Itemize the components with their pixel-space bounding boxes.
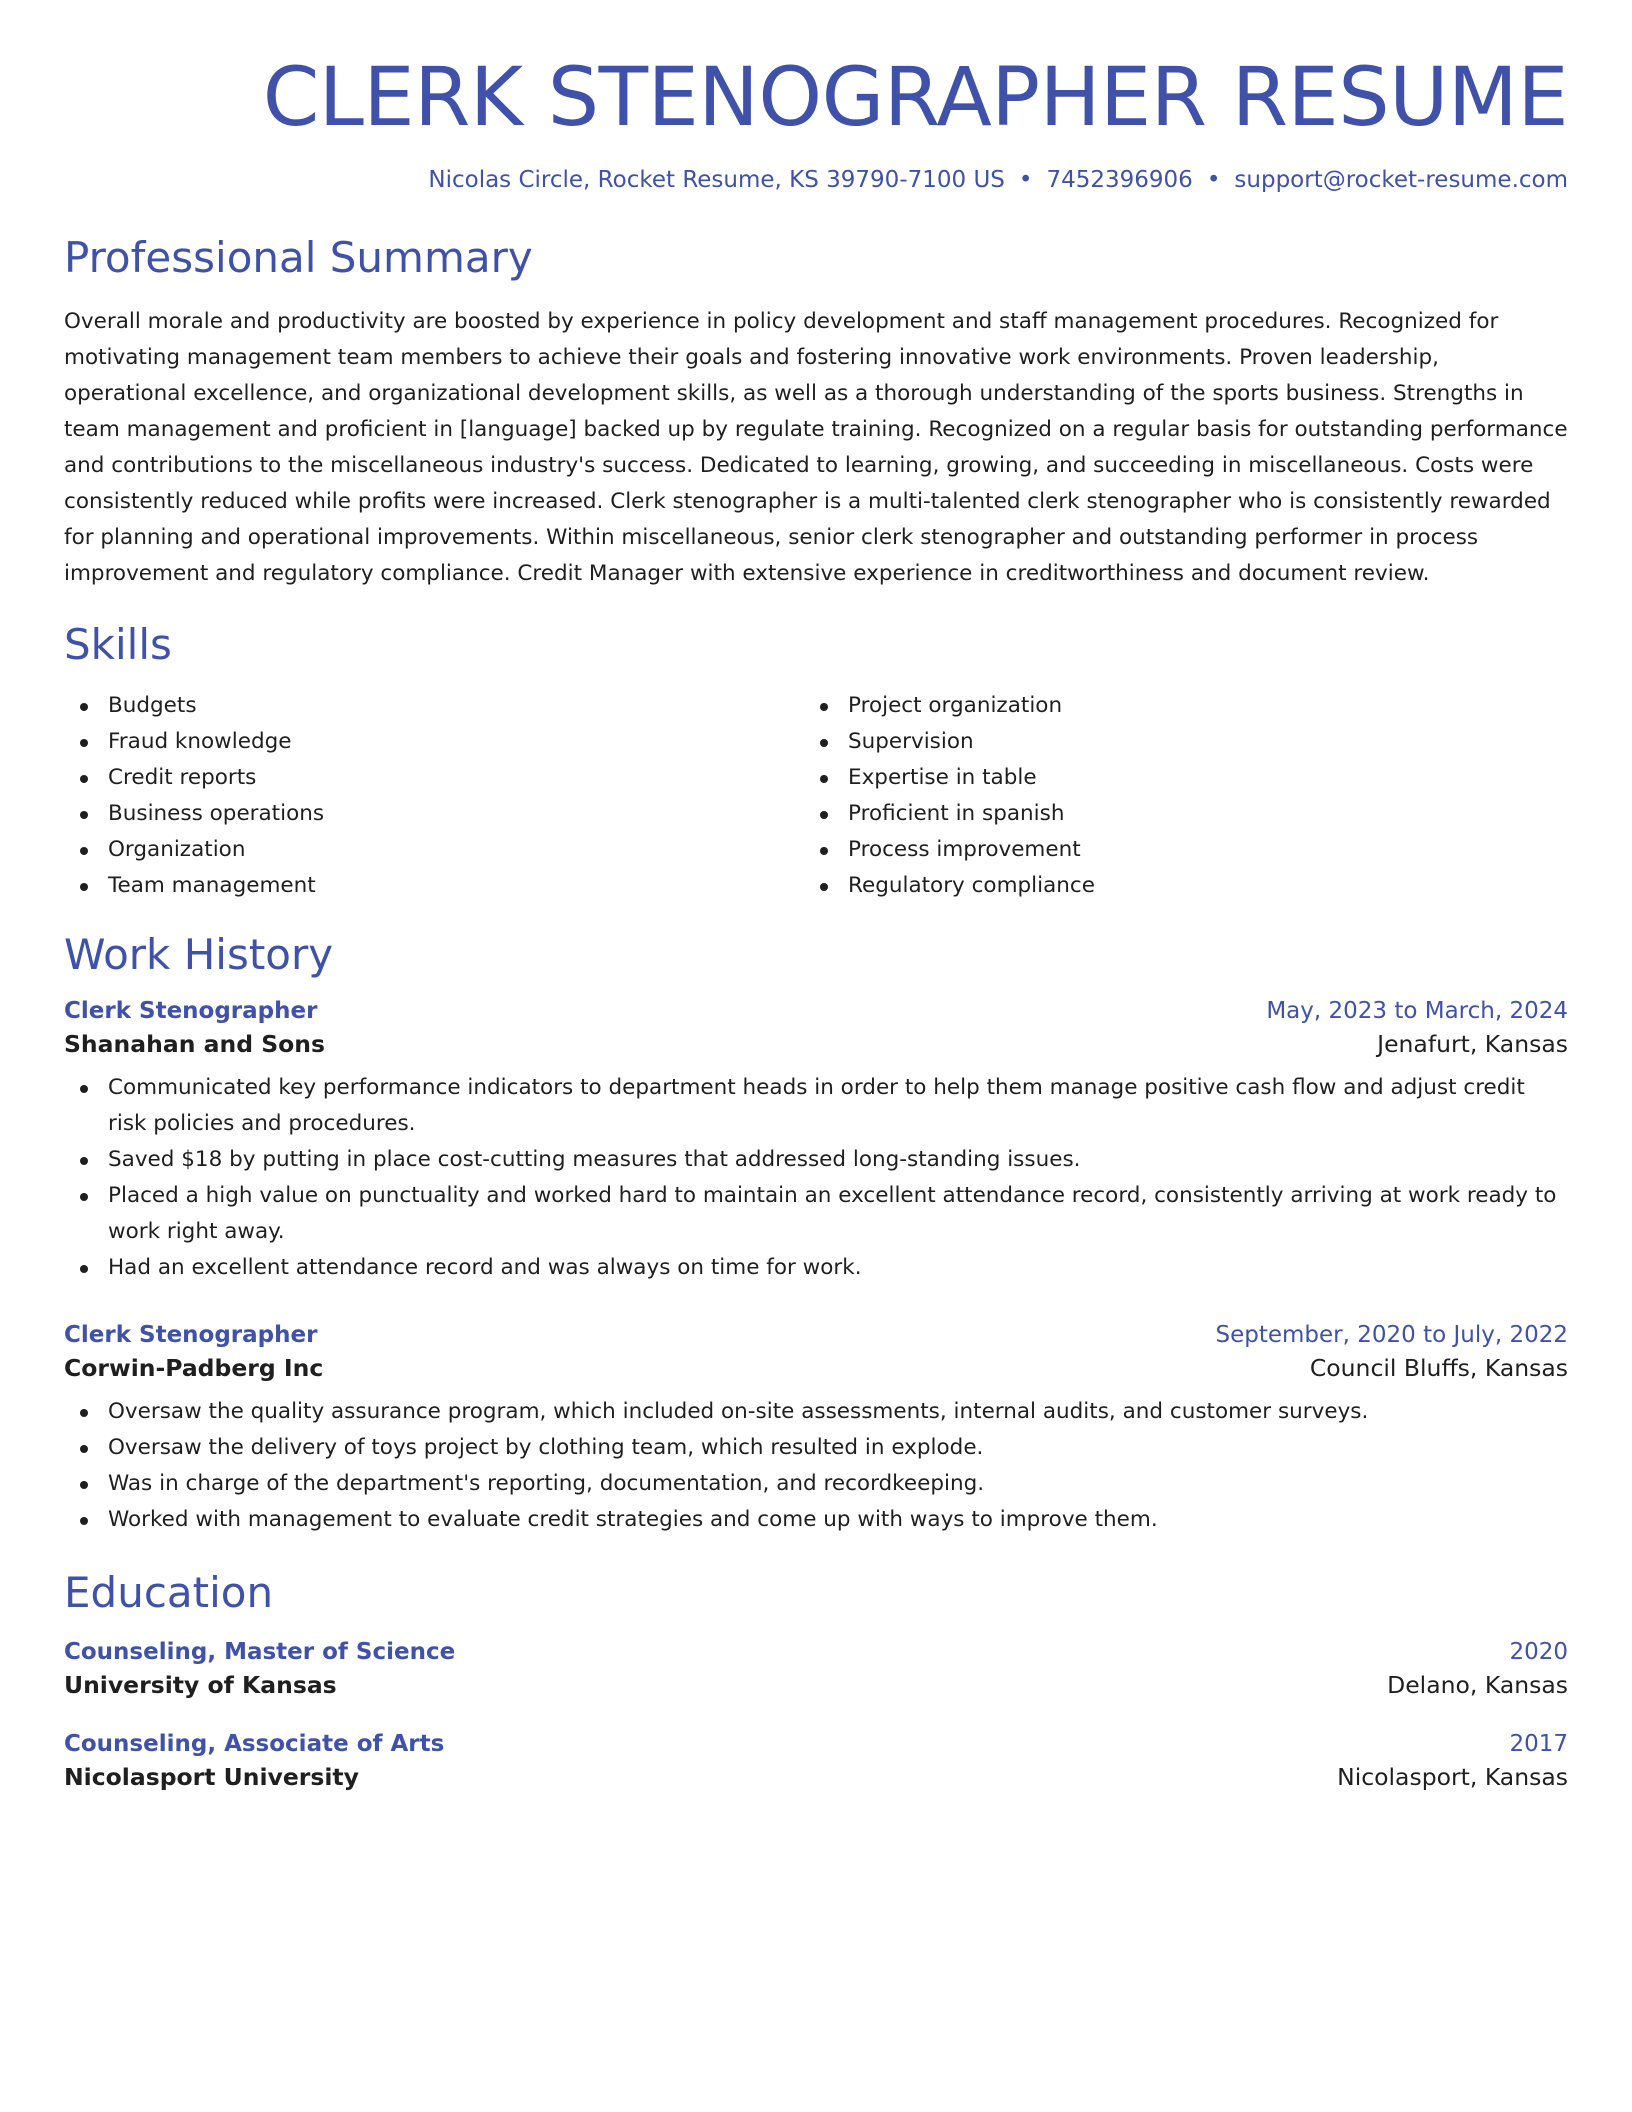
degree-name: Counseling, Master of Science [64,1638,456,1665]
job-title: Clerk Stenographer [64,998,318,1025]
skill-item: Credit reports [64,760,804,796]
graduation-year: 2020 [1509,1638,1568,1665]
job-bullet: Oversaw the delivery of toys project by clothing team, which resulted in explode. [64,1430,1568,1466]
job-bullet: Was in charge of the department's reporting, documentation, and recordkeeping. [64,1466,1568,1502]
degree-row [64,1639,1568,1665]
skills-column-right [804,688,1544,904]
job-location: Council Bluffs, Kansas [1309,1354,1568,1383]
job-bullet: Had an excellent attendance record and was always on time for work. [64,1250,1568,1286]
job-bullet: Saved $18 by putting in place cost-cutting measures that addressed long-standing issues. [64,1142,1568,1178]
job-entry [64,998,1568,1286]
skill-item: Organization [64,832,804,868]
skill-item: Team management [64,868,804,904]
school-row [64,1757,1568,1791]
skill-item: Budgets [64,688,804,724]
job-company: Corwin-Padberg Inc [64,1354,324,1383]
skills-grid [64,688,1568,904]
job-title-row [64,1322,1568,1348]
contact-separator: • [1018,167,1033,194]
skill-item: Proficient in spanish [804,796,1544,832]
education-heading: Education [64,1568,274,1618]
school-location: Nicolasport, Kansas [1337,1762,1568,1791]
contact-separator: • [1206,167,1221,194]
contact-line [64,167,1568,193]
professional-summary-section [64,233,1568,591]
summary-text: Overall morale and productivity are boosted by experience in policy development and staff management procedures. Recognized for motivating management team members to achieve their goals and fostering innovative work environments. Proven leadership, operational excellence, and organizational development skills, as well as a thorough understanding of the sports business. Strengths in team management and proficient in [language] backed up by regulate training. Recognized on a regular basis for outstanding performance and contributions to the miscellaneous industry's success. Dedicated to learning, growing, and succeeding in miscellaneous. Costs were consistently reduced while profits were increased. Clerk stenographer is a multi-talented clerk stenographer who is consistently rewarded for planning and operational improvements. Within miscellaneous, senior clerk stenographer and outstanding performer in process improvement and regulatory compliance. Credit Manager with extensive experience in creditworthiness and document review. [64,308,1568,586]
job-bullet: Worked with management to evaluate credit strategies and come up with ways to improve them. [64,1502,1568,1538]
work-history-section [64,930,1568,1538]
education-section [64,1568,1568,1790]
education-entry [64,1639,1568,1699]
resume-header [64,52,1568,193]
job-company-row [64,1348,1568,1382]
school-name: University of Kansas [64,1670,337,1699]
job-dates: May, 2023 to March, 2024 [1266,998,1568,1025]
job-title: Clerk Stenographer [64,1322,318,1349]
skill-item: Supervision [804,724,1544,760]
education-entry [64,1731,1568,1791]
skills-section [64,620,1568,904]
work-history-heading: Work History [64,929,334,979]
school-location: Delano, Kansas [1387,1670,1568,1699]
skill-item: Expertise in table [804,760,1544,796]
skill-item: Project organization [804,688,1544,724]
skills-column-left [64,688,804,904]
skill-item: Regulatory compliance [804,868,1544,904]
job-location: Jenafurt, Kansas [1377,1030,1568,1059]
job-dates: September, 2020 to July, 2022 [1215,1322,1568,1349]
skills-heading: Skills [64,619,172,669]
skill-item: Fraud knowledge [64,724,804,760]
job-bullet: Placed a high value on punctuality and worked hard to maintain an excellent attendance record, consistently arriving at work ready to work right away. [64,1178,1568,1250]
school-row [64,1665,1568,1699]
skill-item: Business operations [64,796,804,832]
job-bullets [64,1394,1568,1538]
job-company-row [64,1024,1568,1058]
resume-title: CLERK STENOGRAPHER RESUME [262,51,1568,145]
contact-phone[interactable]: 7452396906 [1046,167,1193,194]
degree-row [64,1731,1568,1757]
graduation-year: 2017 [1509,1730,1568,1757]
contact-email[interactable]: support@rocket-resume.com [1234,167,1568,194]
job-company: Shanahan and Sons [64,1030,325,1059]
school-name: Nicolasport University [64,1762,359,1791]
skill-item: Process improvement [804,832,1544,868]
contact-address: Nicolas Circle, Rocket Resume, KS 39790-7100 US [428,167,1005,194]
job-entry [64,1322,1568,1538]
summary-heading: Professional Summary [64,233,533,283]
job-bullets [64,1070,1568,1286]
job-bullet: Oversaw the quality assurance program, which included on-site assessments, internal audits, and customer surveys. [64,1394,1568,1430]
degree-name: Counseling, Associate of Arts [64,1730,445,1757]
job-title-row [64,998,1568,1024]
job-bullet: Communicated key performance indicators to department heads in order to help them manage positive cash flow and adjust credit risk policies and procedures. [64,1070,1568,1142]
